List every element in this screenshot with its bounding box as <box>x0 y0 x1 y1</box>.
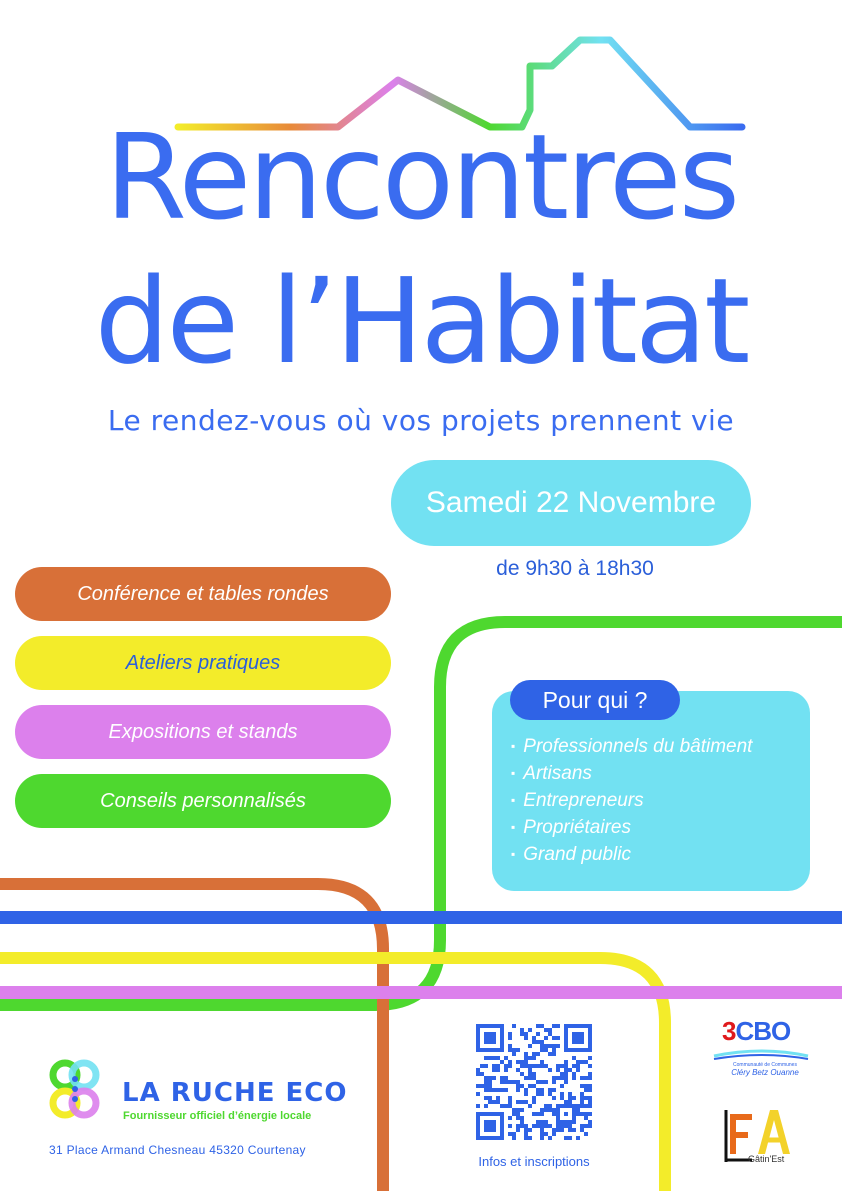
event-hours: de 9h30 à 18h30 <box>496 557 654 580</box>
audience-item <box>511 790 752 817</box>
qr-code-icon[interactable] <box>476 1024 592 1140</box>
sponsor-tagline: Fournisseur officiel d’énergie locale <box>123 1110 312 1122</box>
cbo-letters: CBO <box>735 1016 791 1046</box>
gatin-est-name: Gâtin'Est <box>748 1154 785 1164</box>
date-text: Samedi 22 Novembre <box>425 486 717 519</box>
cbo-logo-text <box>722 1016 790 1047</box>
title-line-2: de l’Habitat <box>94 252 748 390</box>
audience-item-label: Professionnels du bâtiment <box>523 736 753 757</box>
audience-list <box>511 736 752 871</box>
bullet-icon: ▪ <box>511 766 516 780</box>
sponsor-address: 31 Place Armand Chesneau 45320 Courtenay <box>49 1143 306 1157</box>
cbo-caption: Communauté de Communes <box>733 1062 797 1068</box>
cbo-number: 3 <box>722 1016 736 1046</box>
activity-label: Conseils personnalisés <box>100 789 306 812</box>
activity-label: Ateliers pratiques <box>125 651 281 674</box>
bullet-icon: ▪ <box>511 793 516 807</box>
blue-line <box>0 911 842 924</box>
pink-line <box>0 986 842 999</box>
audience-item <box>511 817 752 844</box>
subtitle: Le rendez-vous où vos projets prennent vie <box>107 404 735 437</box>
bullet-icon: ▪ <box>511 847 516 861</box>
activity-label: Conférence et tables rondes <box>77 582 329 605</box>
cbo-caption-towns: Cléry Betz Ouanne <box>731 1068 799 1077</box>
ruche-eco-logo-icon <box>46 1058 116 1122</box>
title-line-1: Rencontres <box>104 108 738 246</box>
activity-exhibitions <box>15 705 391 759</box>
audience-item-label: Propriétaires <box>523 817 631 838</box>
activity-label: Expositions et stands <box>108 720 298 743</box>
date-pill <box>391 460 751 546</box>
activity-conference <box>15 567 391 621</box>
bullet-icon: ▪ <box>511 820 516 834</box>
activity-workshops <box>15 636 391 690</box>
audience-item-label: Entrepreneurs <box>523 790 644 811</box>
audience-item <box>511 736 752 763</box>
audience-item-label: Grand public <box>523 844 631 865</box>
audience-heading: Pour qui ? <box>510 680 680 720</box>
qr-caption: Infos et inscriptions <box>478 1154 590 1169</box>
audience-item <box>511 763 752 790</box>
audience-item-label: Artisans <box>523 763 592 784</box>
audience-item <box>511 844 752 871</box>
activity-advice <box>15 774 391 828</box>
sponsor-name: LA RUCHE ECO <box>122 1078 348 1108</box>
bullet-icon: ▪ <box>511 739 516 753</box>
